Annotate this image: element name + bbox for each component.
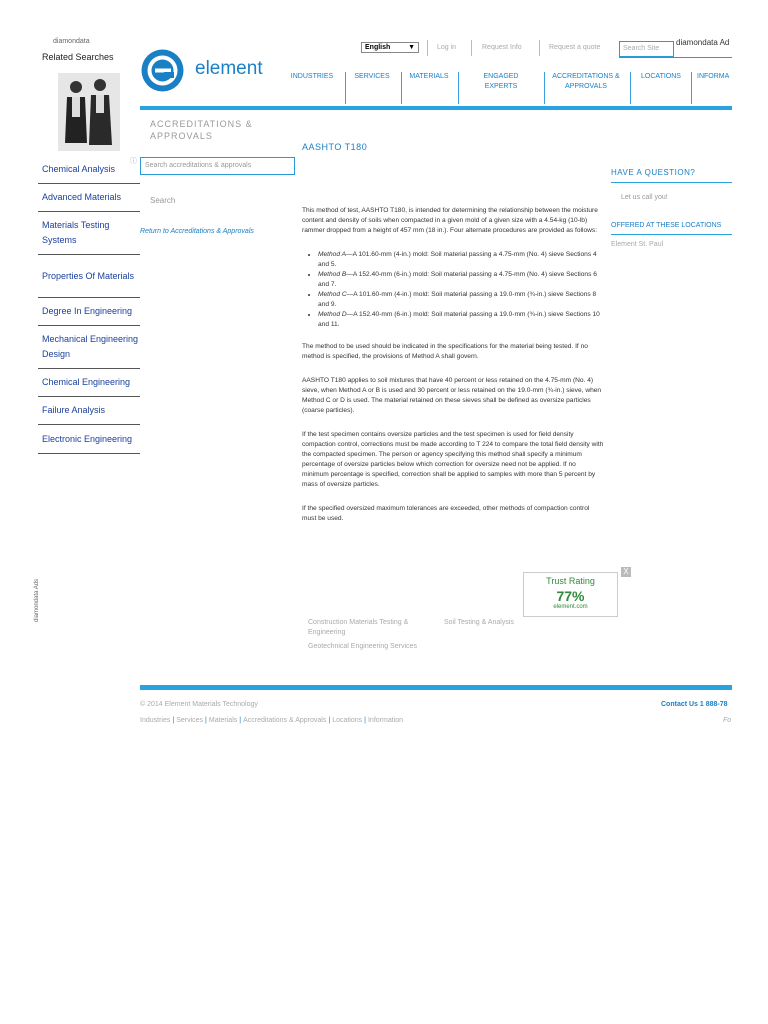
- method-name: Method D: [318, 311, 347, 318]
- site-search-input[interactable]: Search Site: [619, 41, 674, 57]
- divider: [427, 40, 428, 56]
- related-item-label: Advanced Materials: [42, 192, 122, 202]
- section-heading: ACCREDITATIONS & APPROVALS: [150, 119, 253, 141]
- method-text: —A 101.60-mm (4-in.) mold: Soil material passing a 4.75-mm (No. 4) sieve Sections 4 and 5.: [318, 251, 597, 268]
- paragraph: AASHTO T180 applies to soil mixtures that have 40 percent or less retained on the 4.75-mm (No. 4) sieve, when Method A or B is used and 30 percent or less retained on the 19.0-mm (¾-in.) sieve, when Method C or D is used. The material retained on these sieves shall be defined as oversize particles (coarse particles).: [302, 377, 602, 414]
- related-item-label: Mechanical Engineering Design: [42, 334, 139, 359]
- nav-materials[interactable]: MATERIALS: [409, 73, 449, 80]
- footer-links: [140, 717, 403, 724]
- divider: |: [239, 717, 242, 724]
- footer-link-materials[interactable]: Materials: [208, 717, 238, 724]
- question-title: HAVE A QUESTION?: [611, 168, 696, 177]
- service-link[interactable]: Soil Testing & Analysis: [444, 619, 514, 626]
- paragraph: If the test specimen contains oversize particles and the test specimen is used for field density compaction control, corrections must be made according to T 224 to compare the total field density with the compacted specimen. The person or agency specifying this method shall specify a minimum percentage of oversize particles below which correction for oversize need not be applied. If no minimum percentage is specified, correction shall be applied to samples with more than 5 percent by mass of oversize particles.: [302, 431, 604, 488]
- footer-accent-bar: [140, 685, 732, 690]
- related-item-chemical-analysis[interactable]: [38, 155, 140, 184]
- method-name: Method A: [318, 251, 346, 258]
- footer-link-industries[interactable]: Industries: [140, 717, 171, 724]
- related-item-label: Electronic Engineering: [42, 433, 133, 444]
- nav-engaged-experts[interactable]: ENGAGED EXPERTS: [483, 73, 519, 90]
- related-item-failure[interactable]: [38, 397, 140, 425]
- nav-locations[interactable]: LOCATIONS: [641, 73, 681, 80]
- paragraph: The method to be used should be indicated in the specifications for the material being tested. If no method is specified, the provisions of Method A shall govern.: [302, 343, 588, 360]
- related-item-mechanical[interactable]: [38, 326, 140, 369]
- paragraph: If the specified oversized maximum tolerances are exceeded, other methods of compaction control must be used.: [302, 505, 590, 522]
- offered-title: OFFERED AT THESE LOCATIONS: [611, 222, 722, 229]
- service-link[interactable]: Construction Materials Testing & Engineering: [308, 619, 409, 636]
- nav-divider: [345, 72, 346, 104]
- ad-photo[interactable]: [58, 73, 120, 151]
- divider: |: [205, 717, 207, 724]
- method-text: —A 152.40-mm (6-in.) mold: Soil material passing a 19.0-mm (¾-in.) sieve Sections 10 and 11.: [318, 311, 600, 328]
- footer-link-partial[interactable]: Fo: [723, 717, 732, 724]
- related-item-label: Failure Analysis: [42, 405, 106, 415]
- footer-link-accreditations[interactable]: Accreditations & Approvals: [243, 717, 327, 724]
- related-searches-title: Related Searches: [42, 52, 114, 62]
- divider: [611, 182, 732, 183]
- nav-divider: [458, 72, 459, 104]
- related-item-label: Chemical Analysis: [42, 163, 116, 174]
- list-item: [318, 270, 604, 290]
- nav-divider: [630, 72, 631, 104]
- related-item-properties[interactable]: [38, 255, 140, 298]
- search-underline: [619, 57, 732, 58]
- trust-value: 77%: [556, 588, 585, 604]
- method-name: Method C: [318, 291, 347, 298]
- language-select[interactable]: [361, 42, 419, 53]
- related-item-materials-testing[interactable]: [38, 212, 140, 255]
- related-item-label: Properties Of Materials: [42, 270, 135, 281]
- service-link[interactable]: Geotechnical Engineering Services: [308, 643, 417, 650]
- divider: [611, 234, 732, 235]
- dropdown-arrow-icon: ▼: [408, 44, 415, 51]
- related-item-degree[interactable]: [38, 298, 140, 326]
- method-list: [302, 250, 604, 330]
- nav-accreditations[interactable]: ACCREDITATIONS & APPROVALS: [552, 73, 620, 90]
- list-item: [318, 310, 604, 330]
- method-text: —A 101.60-mm (4-in.) mold: Soil material passing a 19.0-mm (¾-in.) sieve Sections 8 and 9.: [318, 291, 597, 308]
- contact-link[interactable]: Contact Us 1 888-78: [661, 701, 728, 708]
- request-info-link[interactable]: Request Info: [482, 44, 522, 51]
- nav-information[interactable]: INFORMA: [697, 73, 730, 80]
- call-me-link[interactable]: Let us call you!: [621, 194, 668, 201]
- divider: |: [172, 717, 175, 724]
- related-item-chemical-eng[interactable]: [38, 369, 140, 397]
- header-accent-bar: [140, 106, 732, 110]
- related-item-electronic[interactable]: [38, 425, 140, 454]
- location-link[interactable]: Element St. Paul: [611, 241, 664, 248]
- footer-link-information[interactable]: Information: [367, 717, 404, 724]
- related-item-advanced-materials[interactable]: [38, 184, 140, 212]
- copyright: © 2014 Element Materials Technology: [140, 701, 258, 708]
- page-title: AASHTO T180: [302, 142, 368, 152]
- trust-title: Trust Rating: [546, 576, 595, 586]
- request-quote-link[interactable]: Request a quote: [549, 44, 601, 51]
- method-text: —A 152.40-mm (6-in.) mold: Soil material passing a 4.75-mm (No. 4) sieve Sections 6 and 7.: [318, 271, 597, 288]
- trust-site: element.com: [553, 604, 588, 610]
- logo-text[interactable]: element: [195, 58, 263, 79]
- related-searches-list: [38, 155, 140, 454]
- related-item-label: Degree In Engineering: [42, 306, 133, 316]
- ad-vertical-label: diamondata Ads: [34, 578, 40, 622]
- divider: |: [328, 717, 331, 724]
- content-body: [302, 206, 604, 538]
- footer-link-locations[interactable]: Locations: [332, 717, 363, 724]
- nav-divider: [691, 72, 692, 104]
- list-item: [318, 250, 604, 270]
- return-link[interactable]: Return to Accreditations & Approvals: [140, 228, 254, 235]
- language-value: English: [365, 44, 391, 51]
- accreditation-search-input[interactable]: Search accreditations & approvals: [140, 157, 295, 175]
- nav-divider: [401, 72, 402, 104]
- intro-paragraph: This method of test, AASHTO T180, is intended for determining the relationship between the moisture content and density of soils when compacted in a given mold of a given size with a 4.54-kg (10-lb) rammer dropped from a height of 457 mm (18 in.). Four alternate procedures are provided as follows:: [302, 207, 598, 234]
- close-icon[interactable]: X: [621, 567, 631, 577]
- login-link[interactable]: Log in: [437, 44, 457, 51]
- list-item: [318, 290, 604, 310]
- ad-brand: diamondata: [53, 38, 90, 45]
- element-logo-icon[interactable]: [140, 48, 185, 93]
- divider: [471, 40, 472, 56]
- ad-info-icon[interactable]: ⓘ: [130, 158, 137, 165]
- nav-services[interactable]: SERVICES: [354, 73, 390, 80]
- search-button[interactable]: Search: [150, 196, 176, 205]
- footer-link-services[interactable]: Services: [176, 717, 204, 724]
- related-item-label: Materials Testing Systems: [42, 220, 110, 245]
- nav-divider: [544, 72, 545, 104]
- header-ad-label: diamondata Ad: [676, 38, 730, 47]
- divider: [539, 40, 540, 56]
- related-item-label: Chemical Engineering: [42, 377, 131, 387]
- divider: |: [364, 717, 366, 724]
- nav-industries[interactable]: INDUSTRIES: [290, 73, 334, 80]
- method-name: Method B: [318, 271, 347, 278]
- trust-rating-widget[interactable]: [523, 572, 618, 617]
